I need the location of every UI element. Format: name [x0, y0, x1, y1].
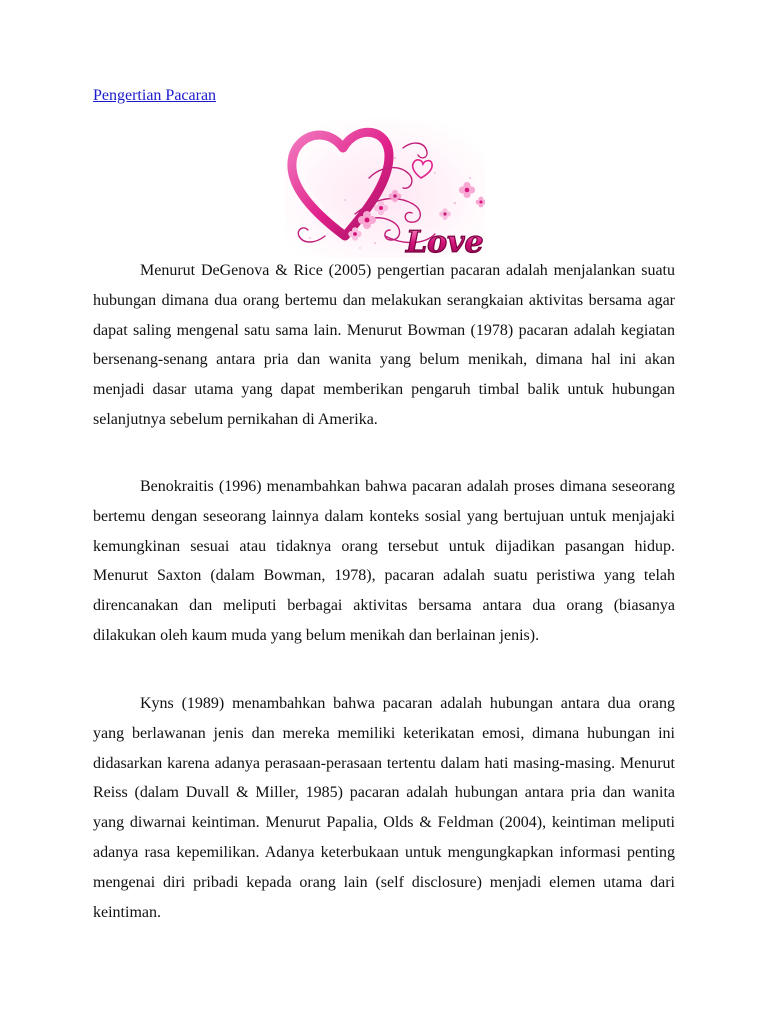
- love-heart-graphic: [285, 118, 485, 258]
- paragraph-1: Menurut DeGenova & Rice (2005) pengertian pacaran adalah menjalankan suatu hubungan dimana dua orang bertemu dan melakukan serangkaian aktivitas bersama agar dapat saling mengenal satu sama lain. Menurut Bowman (1978) pacaran adalah kegiatan bersenang-senang antara pria dan wanita yang belum menikah, dimana hal ini akan menjadi dasar utama yang dapat memberikan pengaruh timbal balik untuk hubungan selanjutnya sebelum pernikahan di Amerika.: [93, 262, 675, 428]
- love-heart-image: [285, 118, 485, 258]
- paragraph-3: Kyns (1989) menambahkan bahwa pacaran adalah hubungan antara dua orang yang berlawanan jenis dan mereka memiliki keterikatan emosi, dimana hubungan ini didasarkan karena adanya perasaan-perasaan tertentu dalam hati masing-masing. Menurut Reiss (dalam Duvall & Miller, 1985) pacaran adalah hubungan antara pria dan wanita yang diwarnai keintiman. Menurut Papalia, Olds & Feldman (2004), keintiman meliputi adanya rasa kepemilikan. Adanya keterbukaan untuk mengungkapkan informasi penting mengenai diri pribadi kepada orang lain (self disclosure) menjadi elemen utama dari keintiman.: [93, 695, 675, 921]
- title-link[interactable]: Pengertian Pacaran: [93, 87, 217, 104]
- paragraph-2: Benokraitis (1996) menambahkan bahwa pacaran adalah proses dimana seseorang bertemu dengan seseorang lainnya dalam konteks sosial yang bertujuan untuk menjajaki kemungkinan sesuai atau tidaknya orang tersebut untuk dijadikan pasangan hidup. Menurut Saxton (dalam Bowman, 1978), pacaran adalah suatu peristiwa yang telah direncanakan dan meliputi berbagai aktivitas bersama antara dua orang (biasanya dilakukan oleh kaum muda yang belum menikah dan berlainan jenis).: [93, 478, 675, 644]
- love-word-art: Love: [406, 225, 484, 258]
